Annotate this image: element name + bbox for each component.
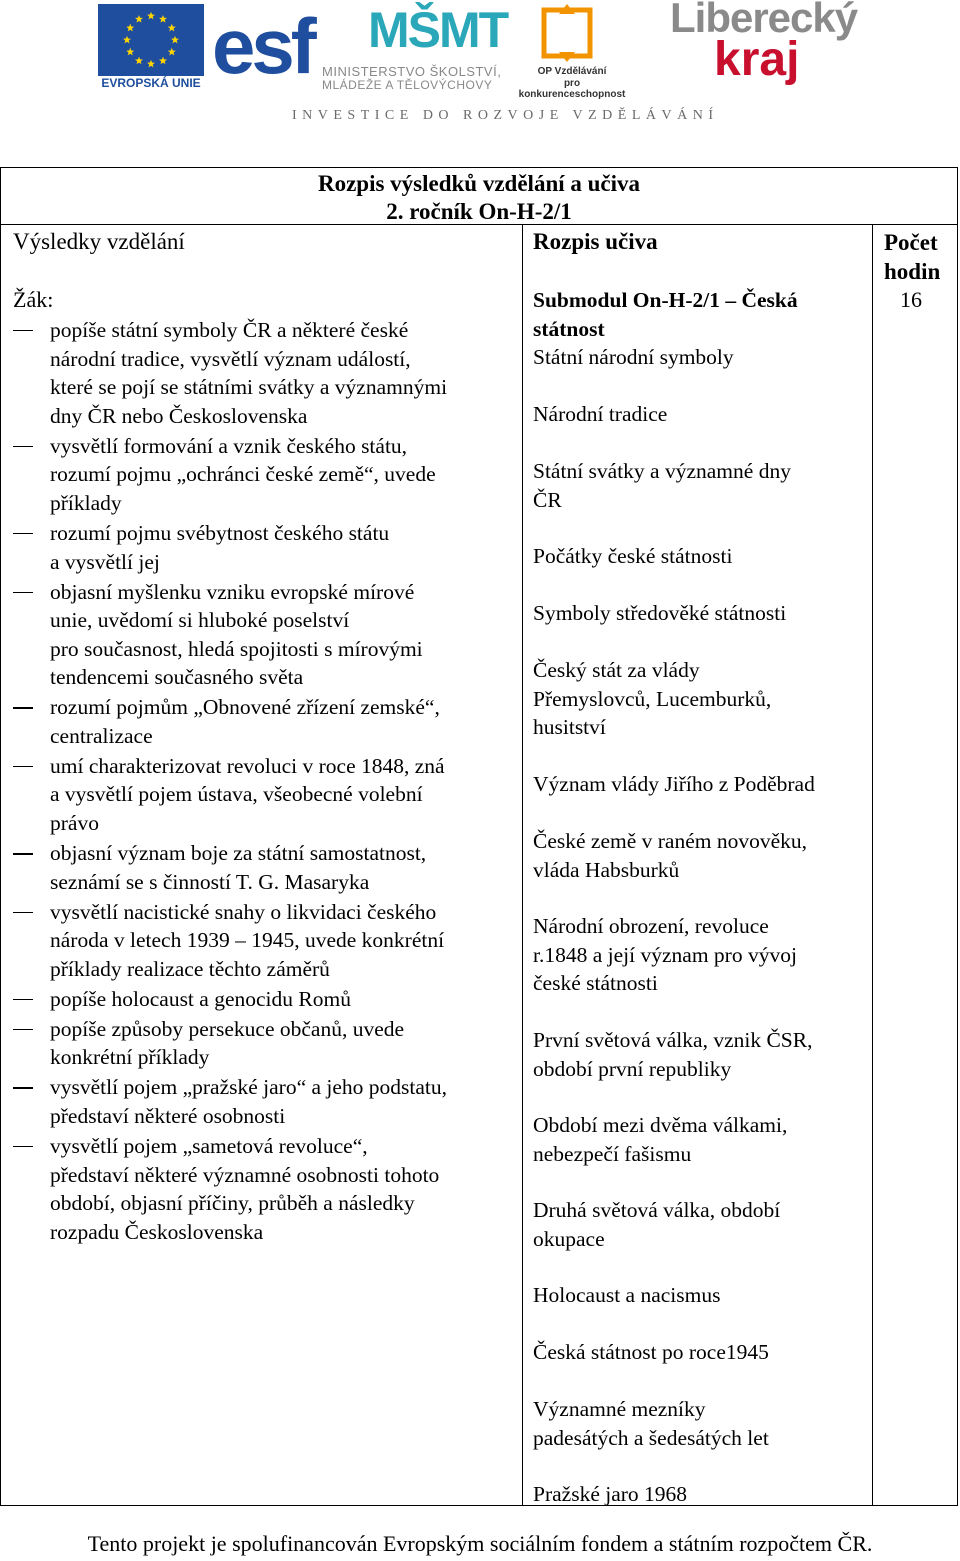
result-line: příklady — [50, 490, 122, 515]
op-line2: pro konkurenceschopnost — [518, 78, 626, 100]
column-divider — [522, 225, 523, 1505]
eu-star-icon — [126, 24, 134, 32]
result-item — [13, 898, 518, 984]
hours-header-line2: hodin — [884, 259, 941, 284]
result-item — [13, 1073, 518, 1130]
topic-line: okupace — [533, 1226, 605, 1251]
topic-line: Druhá světová válka, období — [533, 1198, 781, 1222]
eu-star-icon — [168, 24, 176, 32]
topic-line: Pražské jaro 1968 — [533, 1482, 688, 1506]
msmt-logo — [322, 2, 508, 92]
result-item — [13, 578, 518, 692]
curriculum-topic — [533, 1338, 769, 1367]
curriculum-topic — [533, 1480, 687, 1509]
curriculum-topic — [533, 599, 786, 628]
esf-logo — [212, 4, 314, 88]
result-line: národní tradice, vysvětlí význam událostí, — [50, 346, 411, 371]
logo-header — [0, 0, 960, 130]
result-line: vysvětlí formování a vznik českého státu, — [50, 433, 408, 458]
result-line: právo — [50, 811, 99, 836]
topic-line: Význam vlády Jiřího z Poděbrad — [533, 772, 815, 796]
footer-note: Tento projekt je spolufinancován Evropským sociálním fondem a státním rozpočtem ČR. — [87, 1531, 873, 1556]
result-item — [13, 693, 518, 750]
curriculum-topic — [533, 1111, 787, 1168]
topic-line: Národní obrození, revoluce — [533, 914, 769, 938]
topic-line: První světová válka, vznik ČSR, — [533, 1028, 813, 1052]
topic-line: české státnosti — [533, 971, 658, 996]
eu-star-icon — [168, 48, 176, 56]
topic-line: Národní tradice — [533, 402, 668, 426]
result-line: objasní myšlenku vzniku evropské mírové — [50, 579, 415, 604]
results-list — [13, 316, 518, 1246]
hours-header — [884, 228, 940, 286]
curriculum-topic — [533, 770, 815, 799]
eu-star-icon — [147, 60, 155, 68]
curriculum-topic — [533, 1196, 780, 1253]
topic-line: České země v raném novověku, — [533, 829, 808, 853]
topic-line: období první republiky — [533, 1056, 732, 1081]
esf-text: esf — [212, 2, 313, 90]
result-item — [13, 316, 518, 430]
result-line: a vysvětlí pojem ústava, všeobecné volební — [50, 782, 423, 807]
result-item — [13, 1015, 518, 1072]
result-line: unie, uvědomí si hluboké poselství — [50, 608, 350, 633]
topic-line: Česká státnost po roce1945 — [533, 1340, 769, 1364]
result-line: vysvětlí pojem „sametová revoluce“, — [50, 1133, 368, 1158]
document-title: Rozpis výsledků vzdělání a učiva — [317, 171, 641, 196]
curriculum-topic — [533, 656, 771, 742]
result-line: představí některé významné osobnosti tohoto — [50, 1162, 440, 1187]
result-item — [13, 1132, 518, 1246]
topic-line: Státní svátky a významné dny — [533, 459, 791, 483]
curriculum-topic — [533, 1026, 812, 1083]
curriculum-table — [0, 167, 958, 1506]
topic-line: padesátých a šedesátých let — [533, 1425, 769, 1450]
result-line: umí charakterizovat revoluci v roce 1848, zná — [50, 753, 445, 778]
column-divider — [872, 225, 873, 1505]
result-line: představí některé osobnosti — [50, 1103, 286, 1128]
topic-line: husitství — [533, 715, 606, 740]
topic-line: Holocaust a nacismus — [533, 1283, 721, 1307]
eu-star-icon — [135, 15, 143, 23]
op-arrow-icon — [538, 4, 596, 62]
curriculum-topic — [533, 457, 791, 514]
result-line: rozumí pojmům „Obnovené zřízení zemské“, — [50, 695, 440, 720]
result-line: tendencemi současného světa — [50, 665, 304, 690]
result-line: příklady realizace těchto záměrů — [50, 956, 330, 981]
result-line: národa v letech 1939 – 1945, uvede konkrétní — [50, 928, 445, 953]
result-line: rozumí pojmu svébytnost českého státu — [50, 520, 390, 545]
topic-line: Státní národní symboly — [533, 345, 734, 369]
result-line: objasní význam boje za státní samostatnost, — [50, 841, 427, 866]
results-column — [13, 286, 518, 1246]
eu-label: EVROPSKÁ UNIE — [101, 76, 201, 90]
result-line: rozumí pojmu „ochránci české země“, uvede — [50, 462, 436, 487]
result-item — [13, 432, 518, 518]
hours-value: 16 — [900, 287, 922, 312]
module-title-line: Submodul On-H-2/1 – Česká — [533, 288, 798, 312]
topic-line: r.1848 a její význam pro vývoj — [533, 942, 797, 967]
result-line: seznámí se s činností T. G. Masaryka — [50, 869, 370, 894]
topic-line: Český stát za vlády — [533, 658, 700, 682]
topic-line: Symboly středověké státnosti — [533, 601, 787, 625]
curriculum-topic — [533, 343, 734, 372]
curriculum-topic — [533, 400, 667, 429]
result-line: vysvětlí pojem „pražské jaro“ a jeho podstatu, — [50, 1075, 448, 1100]
eu-star-icon — [171, 36, 179, 44]
topic-line: ČR — [533, 487, 562, 512]
result-line: dny ČR nebo Československa — [50, 403, 308, 428]
liberecky-kraj-logo — [650, 0, 860, 92]
result-line: pro současnost, hledá spojitosti s mírovými — [50, 636, 423, 661]
eu-star-icon — [123, 36, 131, 44]
eu-star-icon — [159, 15, 167, 23]
result-line: období, objasní příčiny, průběh a následky — [50, 1191, 415, 1216]
result-item — [13, 752, 518, 838]
tagline: INVESTICE DO ROZVOJE VZDĚLÁVÁNÍ — [292, 108, 719, 123]
eu-stars-icon — [98, 4, 204, 76]
result-item — [13, 519, 518, 576]
topic-line: Počátky české státnosti — [533, 544, 733, 568]
result-line: vysvětlí nacistické snahy o likvidaci českého — [50, 899, 437, 924]
curriculum-topic — [533, 1395, 769, 1452]
eu-flag-logo — [98, 4, 204, 76]
kraj-text: kraj — [714, 33, 800, 86]
msmt-line1: MINISTERSTVO ŠKOLSTVÍ, — [322, 64, 502, 79]
msmt-line2: MLÁDEŽE A TĚLOVÝCHOVY — [322, 78, 493, 92]
student-label: Žák: — [13, 287, 54, 312]
result-line: rozpadu Československa — [50, 1219, 264, 1244]
topic-line: vláda Habsburků — [533, 857, 680, 882]
result-line: popíše státní symboly ČR a některé české — [50, 317, 409, 342]
module-title — [533, 286, 863, 343]
result-line: konkrétní příklady — [50, 1045, 210, 1070]
eu-star-icon — [126, 48, 134, 56]
topic-line: nebezpečí fašismu — [533, 1141, 692, 1166]
result-line: a vysvětlí jej — [50, 549, 160, 574]
results-header: Výsledky vzdělání — [13, 229, 185, 254]
result-line: centralizace — [50, 723, 153, 748]
eu-star-icon — [147, 12, 155, 20]
result-item — [13, 985, 518, 1014]
topic-line: Přemyslovců, Lucemburků, — [533, 686, 772, 711]
eu-star-icon — [159, 57, 167, 65]
result-line: popíše způsoby persekuce občanů, uvede — [50, 1016, 405, 1041]
document-subtitle: 2. ročník On-H-2/1 — [386, 199, 572, 224]
table-divider — [1, 224, 957, 225]
topic-line: Významné mezníky — [533, 1397, 706, 1421]
eu-star-icon — [135, 57, 143, 65]
op-line1: OP Vzdělávání — [537, 66, 607, 77]
hours-header-line1: Počet — [884, 230, 938, 255]
curriculum-topic — [533, 542, 732, 571]
module-title-line: státnost — [533, 316, 605, 341]
curriculum-topic — [533, 1281, 721, 1310]
msmt-mark: MŠMT — [368, 2, 508, 58]
curriculum-topic — [533, 827, 807, 884]
curriculum-header: Rozpis učiva — [533, 229, 658, 254]
curriculum-topic — [533, 912, 797, 998]
liberecky-text: Liberecký — [670, 0, 858, 41]
topic-line: Období mezi dvěma válkami, — [533, 1113, 788, 1137]
op-vk-logo — [512, 4, 632, 100]
result-line: které se pojí se státními svátky a významnými — [50, 375, 448, 400]
result-item — [13, 839, 518, 896]
curriculum-column — [533, 286, 863, 1506]
result-line: popíše holocaust a genocidu Romů — [50, 986, 351, 1011]
